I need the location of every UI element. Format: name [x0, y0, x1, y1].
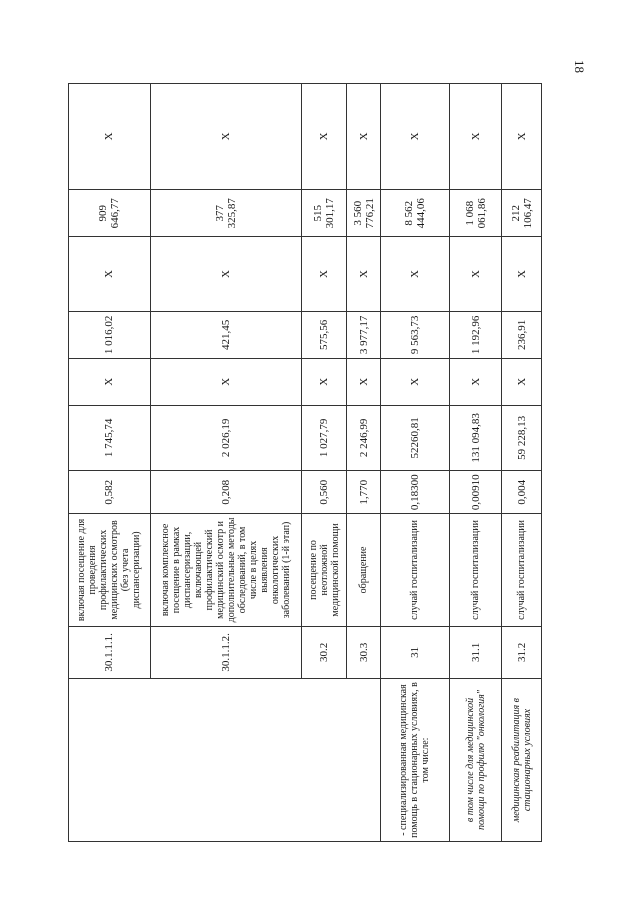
value-cell-4: 3 977,17 [347, 312, 380, 359]
value-cell-7: X [69, 83, 151, 190]
table-row [450, 31, 502, 842]
value-cell-7: X [150, 83, 301, 190]
value-cell-1: 0,208 [150, 471, 301, 514]
row-description-cell: посещение по неотложной медицинской помощи [302, 514, 347, 626]
row-name-cell: - специализированная медицинская помощь в стационарных условиях, в том числе: [380, 679, 450, 842]
row-code-cell: 31.1 [450, 626, 502, 678]
row-description-cell: случай госпитализации [502, 514, 542, 626]
value-cell-7: X [302, 83, 347, 190]
value-cell-1: 0,560 [302, 471, 347, 514]
value-cell-5: X [69, 237, 151, 312]
value-cell-1: 0,004 [502, 471, 542, 514]
value-cell-3: X [347, 358, 380, 405]
value-cell-3: X [69, 358, 151, 405]
value-cell-4: 1 192,96 [450, 312, 502, 359]
value-cell-3: X [380, 358, 450, 405]
value-cell-1: 1,770 [347, 471, 380, 514]
value-cell-2: 1 027,79 [302, 405, 347, 471]
value-cell-3: X [150, 358, 301, 405]
value-cell-7: X [347, 83, 380, 190]
row-name-cell [347, 679, 380, 842]
row-code-cell: 31.2 [502, 626, 542, 678]
financing-table [68, 30, 542, 842]
value-cell-4: 1 016,02 [69, 312, 151, 359]
row-name-cell [150, 679, 301, 842]
value-cell-6: 8 562 444,06 [380, 190, 450, 237]
table-row [502, 31, 542, 842]
value-cell-5: X [302, 237, 347, 312]
value-cell-2: 131 094,83 [450, 405, 502, 471]
value-cell-4: 421,45 [150, 312, 301, 359]
row-code-cell: 30.2 [302, 626, 347, 678]
value-cell-2: 2 026,19 [150, 405, 301, 471]
value-cell-3: X [302, 358, 347, 405]
row-description-cell: случай госпитализации [380, 514, 450, 626]
value-cell-3: X [502, 358, 542, 405]
value-cell-2: 1 745,74 [69, 405, 151, 471]
value-cell-6: 515 301,17 [302, 190, 347, 237]
value-cell-2: 2 246,99 [347, 405, 380, 471]
row-name-cell: в том числе для медицинской помощи по профилю "онкология" [450, 679, 502, 842]
table-row [380, 31, 450, 842]
row-code-cell: 30.1.1.2. [150, 626, 301, 678]
value-cell-1: 0,582 [69, 471, 151, 514]
value-cell-7: X [502, 83, 542, 190]
table-row [69, 31, 151, 842]
value-cell-5: X [450, 237, 502, 312]
value-cell-5: X [347, 237, 380, 312]
row-name-cell [69, 679, 151, 842]
value-cell-2: 59 228,13 [502, 405, 542, 471]
value-cell-6: 212 106,47 [502, 190, 542, 237]
value-cell-5: X [502, 237, 542, 312]
row-description-cell: случай госпитализации [450, 514, 502, 626]
value-cell-1: 0,18300 [380, 471, 450, 514]
table-row [347, 31, 380, 842]
value-cell-4: 236,91 [502, 312, 542, 359]
row-code-cell: 30.3 [347, 626, 380, 678]
row-description-cell: включая посещение для проведения профилактических медицинских осмотров (без учета диспансеризации) [69, 514, 151, 626]
value-cell-7: X [450, 83, 502, 190]
value-cell-3: X [450, 358, 502, 405]
row-code-cell: 31 [380, 626, 450, 678]
row-name-cell: медицинская реабилитация в стационарных условиях [502, 679, 542, 842]
value-cell-5: X [380, 237, 450, 312]
table-row [302, 31, 347, 842]
row-name-cell [302, 679, 347, 842]
rotated-table-page [68, 30, 542, 842]
value-cell-2: 52260,81 [380, 405, 450, 471]
value-cell-1: 0,00910 [450, 471, 502, 514]
page-number: 18 [572, 60, 587, 73]
value-cell-7: X [380, 83, 450, 190]
value-cell-4: 575,56 [302, 312, 347, 359]
value-cell-6: 377 325,87 [150, 190, 301, 237]
value-cell-6: 1 068 061,86 [450, 190, 502, 237]
row-code-cell: 30.1.1.1. [69, 626, 151, 678]
row-description-cell: обращение [347, 514, 380, 626]
value-cell-6: 909 646,77 [69, 190, 151, 237]
value-cell-5: X [150, 237, 301, 312]
table-row [150, 31, 301, 842]
value-cell-6: 3 560 776,21 [347, 190, 380, 237]
value-cell-4: 9 563,73 [380, 312, 450, 359]
row-description-cell: включая комплексное посещение в рамках диспансеризации, включающей профилактический медицинский осмотр и дополнительные методы обследований, в том числе в целях выявления онкологических заболеваний (1-й этап) [150, 514, 301, 626]
